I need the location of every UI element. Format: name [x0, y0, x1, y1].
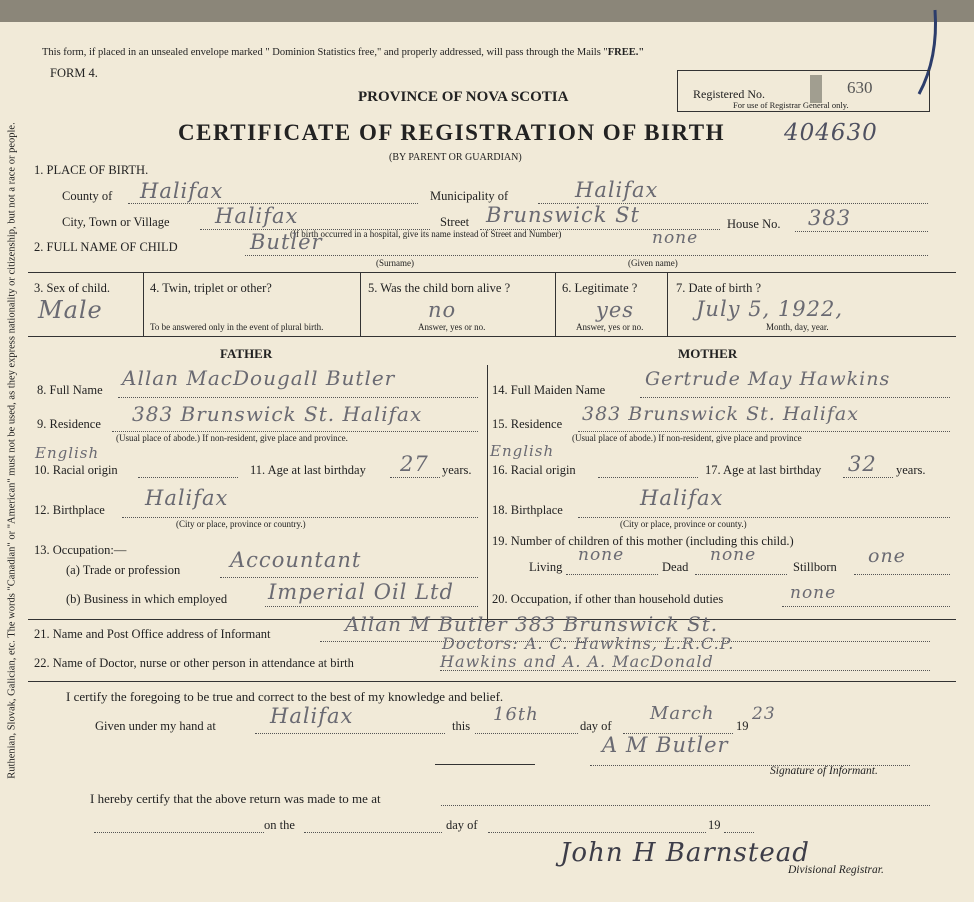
- father-birthplace-label: 12. Birthplace: [34, 503, 105, 517]
- day-of-label: day of: [580, 719, 612, 733]
- scan-edge: [0, 0, 974, 22]
- father-birthplace-note: (City or place, province or country.): [176, 519, 306, 529]
- given-name-note: (Given name): [628, 258, 678, 268]
- dead-value: none: [710, 545, 757, 565]
- house-label: House No.: [727, 217, 781, 231]
- business-value: Imperial Oil Ltd: [268, 580, 454, 604]
- child-name-label: 2. FULL NAME OF CHILD: [34, 240, 178, 254]
- father-racial-label: 10. Racial origin: [34, 463, 118, 477]
- father-residence-note: (Usual place of abode.) If non-resident, give place and province.: [116, 433, 348, 443]
- occupation-label: 13. Occupation:—: [34, 543, 127, 557]
- mother-residence-note: (Usual place of abode.) If non-resident, give place and province: [572, 433, 802, 443]
- dob-note: Month, day, year.: [766, 322, 829, 332]
- street-value: Brunswick St: [486, 203, 640, 227]
- father-heading: FATHER: [220, 346, 273, 361]
- born-alive-value: no: [428, 298, 457, 322]
- business-label: (b) Business in which employed: [66, 592, 228, 606]
- mother-racial-value: English: [490, 442, 555, 460]
- certificate-title: CERTIFICATE OF REGISTRATION OF BIRTH: [178, 120, 725, 145]
- doctor-value-1: Doctors: A. C. Hawkins, L.R.C.P.: [442, 634, 735, 653]
- legitimate-note: Answer, yes or no.: [576, 322, 644, 332]
- mother-residence-label: 15. Residence: [492, 417, 563, 431]
- father-name-label: 8. Full Name: [37, 383, 103, 397]
- notice-text: This form, if placed in an unsealed envelope marked " Dominion Statistics free," and properly addressed, will pass through the Mails ": [42, 47, 608, 58]
- children-count-label: 19. Number of children of this mother (including this child.): [492, 534, 794, 548]
- stillborn-label: Stillborn: [793, 560, 837, 574]
- trade-value: Accountant: [230, 548, 362, 572]
- registered-label: Registered No.: [693, 87, 765, 101]
- doctor-label: 22. Name of Doctor, nurse or other person in attendance at birth: [34, 656, 354, 670]
- county-label: County of: [62, 189, 113, 203]
- notice-free: FREE.": [607, 47, 645, 58]
- sex-value: Male: [38, 296, 103, 324]
- margin-note: Ruthenian, Slovak, Galician, etc. The words "Canadian" or "American" must not be used, as they express nationality or citizenship, but not a race or people.: [6, 122, 18, 779]
- trade-label: (a) Trade or profession: [66, 563, 181, 577]
- dob-value: July 5, 1922,: [696, 297, 844, 321]
- city-value: Halifax: [215, 204, 299, 228]
- given-under-label: Given under my hand at: [95, 719, 216, 733]
- father-residence-value: 383 Brunswick St. Halifax: [132, 402, 423, 426]
- surname-note: (Surname): [376, 258, 414, 268]
- year-prefix: 19: [736, 719, 749, 733]
- day-value: 16th: [493, 704, 539, 725]
- father-residence-label: 9. Residence: [37, 417, 101, 431]
- registrar-year-prefix: 19: [708, 818, 721, 832]
- legitimate-value: yes: [596, 298, 635, 322]
- child-surname-value: Butler: [250, 230, 323, 254]
- county-value: Halifax: [140, 179, 224, 203]
- registrar-label: Divisional Registrar.: [788, 864, 884, 876]
- registered-value: 630: [847, 78, 873, 97]
- stillborn-value: one: [868, 545, 906, 567]
- registrar-use-note: For use of Registrar General only.: [733, 100, 849, 110]
- mother-age-label: 17. Age at last birthday: [705, 463, 822, 477]
- given-place-value: Halifax: [270, 704, 354, 728]
- father-name-value: Allan MacDougall Butler: [122, 366, 396, 390]
- doctor-value-2: Hawkins and A. A. MacDonald: [440, 652, 714, 671]
- certify-statement: I certify the foregoing to be true and correct to the best of my knowledge and belief.: [66, 689, 504, 704]
- twin-label: 4. Twin, triplet or other?: [150, 281, 272, 295]
- year-value: 23: [752, 704, 776, 724]
- father-age-value: 27: [400, 452, 429, 476]
- mother-years: years.: [896, 463, 926, 477]
- place-of-birth-label: 1. PLACE OF BIRTH.: [34, 163, 149, 177]
- legitimate-label: 6. Legitimate ?: [562, 281, 638, 295]
- father-racial-value: English: [35, 444, 100, 462]
- father-age-label: 11. Age at last birthday: [250, 463, 366, 477]
- mother-birthplace-value: Halifax: [640, 486, 724, 510]
- registrar-signature: John H Barnstead: [560, 838, 810, 868]
- mother-occupation-label: 20. Occupation, if other than household duties: [492, 592, 724, 606]
- municipality-label: Municipality of: [430, 189, 509, 203]
- living-label: Living: [529, 560, 563, 574]
- mother-age-value: 32: [848, 452, 877, 476]
- mother-name-value: Gertrude May Hawkins: [645, 368, 891, 390]
- certificate-subtitle: (BY PARENT OR GUARDIAN): [389, 152, 522, 163]
- province-title: PROVINCE OF NOVA SCOTIA: [358, 89, 569, 105]
- living-value: none: [578, 545, 625, 565]
- hospital-note: (If birth occurred in a hospital, give its name instead of Street and Number): [290, 229, 562, 239]
- registry-stamp: [810, 75, 822, 103]
- form-number: FORM 4.: [50, 66, 98, 80]
- mother-heading: MOTHER: [678, 346, 738, 361]
- city-label: City, Town or Village: [62, 215, 170, 229]
- handwritten-reg-number: 404630: [784, 120, 878, 146]
- mother-name-label: 14. Full Maiden Name: [492, 383, 606, 397]
- sex-label: 3. Sex of child.: [34, 281, 111, 295]
- born-alive-label: 5. Was the child born alive ?: [368, 281, 511, 295]
- informant-signature-label: Signature of Informant.: [770, 765, 878, 777]
- informant-value: Allan M Butler 383 Brunswick St.: [345, 612, 719, 636]
- dob-label: 7. Date of birth ?: [676, 281, 762, 295]
- father-years: years.: [442, 463, 472, 477]
- municipality-value: Halifax: [575, 178, 659, 202]
- mother-occupation-value: none: [790, 583, 837, 603]
- born-alive-note: Answer, yes or no.: [418, 322, 486, 332]
- mother-residence-value: 383 Brunswick St. Halifax: [582, 403, 859, 425]
- mother-birthplace-note: (City or place, province or county.): [620, 519, 747, 529]
- month-value: March: [650, 703, 715, 724]
- this-label: this: [452, 719, 471, 733]
- child-given-value: none: [652, 228, 699, 248]
- postal-notice: [42, 47, 644, 58]
- informant-label: 21. Name and Post Office address of Informant: [34, 627, 271, 641]
- twin-note: To be answered only in the event of plural birth.: [150, 322, 324, 332]
- dead-label: Dead: [662, 560, 689, 574]
- mother-racial-label: 16. Racial origin: [492, 463, 576, 477]
- registrar-day-of-label: day of: [446, 818, 478, 832]
- on-the-label: on the: [264, 818, 295, 832]
- street-label: Street: [440, 215, 470, 229]
- mother-birthplace-label: 18. Birthplace: [492, 503, 563, 517]
- house-value: 383: [808, 206, 852, 230]
- father-birthplace-value: Halifax: [145, 486, 229, 510]
- informant-signature: A M Butler: [602, 733, 729, 757]
- registrar-statement: I hereby certify that the above return was made to me at: [90, 791, 381, 806]
